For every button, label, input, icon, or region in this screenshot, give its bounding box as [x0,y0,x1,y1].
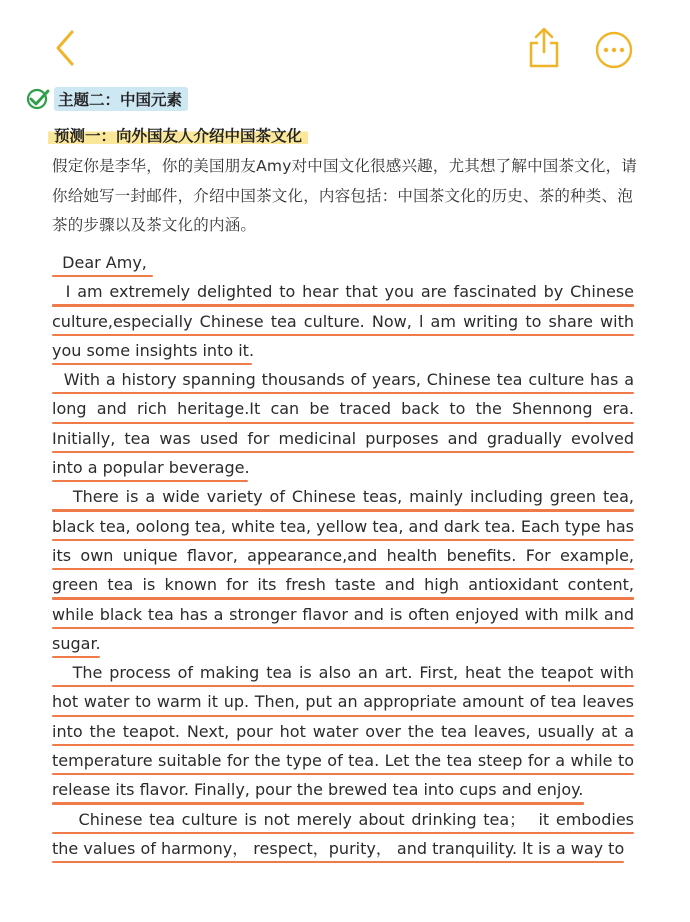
letter-line: The process of making tea is also an art. First, heat the teapot with [52,660,634,689]
letter-line: With a history spanning thousands of years, Chinese tea culture has a [52,367,634,396]
letter-body [52,250,634,865]
letter-line: hot water to warm it up. Then, put an appropriate amount of tea leaves [52,689,634,718]
topic-title: 主题二：中国元素 [54,87,188,111]
topic-heading [26,86,188,112]
letter-line: Initially, tea was used for medicinal purposes and gradually evolved [52,426,634,455]
letter-line: There is a wide variety of Chinese teas, mainly including green tea, [52,484,634,513]
top-toolbar [0,0,690,90]
letter-line: green tea is known for its fresh taste and high antioxidant content, [52,572,634,601]
chevron-left-icon [44,24,84,72]
more-icon [594,30,634,70]
share-icon [520,24,568,72]
letter-line: the values of harmony， respect，purity， and tranquility. lt is a way to [52,836,634,865]
letter-line: you some insights into it. [52,338,634,367]
letter-line: while black tea has a stronger flavor and is often enjoyed with milk and [52,602,634,631]
letter-line: into a popular beverage. [52,455,634,484]
letter-line: long and rich heritage.It can be traced back to the Shennong era. [52,396,634,425]
writing-prompt: 假定你是李华，你的美国朋友Amy对中国文化很感兴趣，尤其想了解中国茶文化，请你给她写一封邮件，介绍中国茶文化，内容包括：中国茶文化的历史、茶的种类、泡茶的步骤以及茶文化的内涵。 [52,157,637,234]
letter-line: black tea, oolong tea, white tea, yellow tea, and dark tea. Each type has [52,514,634,543]
back-button[interactable] [44,24,84,72]
letter-line: Dear Amy, [52,250,634,279]
share-button[interactable] [520,24,568,72]
letter-line: sugar. [52,631,634,660]
letter-line: culture,especially Chinese tea culture. Now, l am writing to share with [52,309,634,338]
letter-line: its own unique flavor, appearance,and health benefits. For example, [52,543,634,572]
more-button[interactable] [594,30,634,70]
letter-line: temperature suitable for the type of tea. Let the tea steep for a while to [52,748,634,777]
letter-line: Chinese tea culture is not merely about drinking tea； it embodies [52,807,634,836]
letter-line: I am extremely delighted to hear that you are fascinated by Chinese [52,279,634,308]
prediction-title: 预测一：向外国友人介绍中国茶文化 [48,124,308,146]
letter-line: release its flavor. Finally, pour the brewed tea into cups and enjoy. [52,777,634,806]
check-icon [26,87,50,111]
letter-line: into the teapot. Next, pour hot water over the tea leaves, usually at a [52,719,634,748]
